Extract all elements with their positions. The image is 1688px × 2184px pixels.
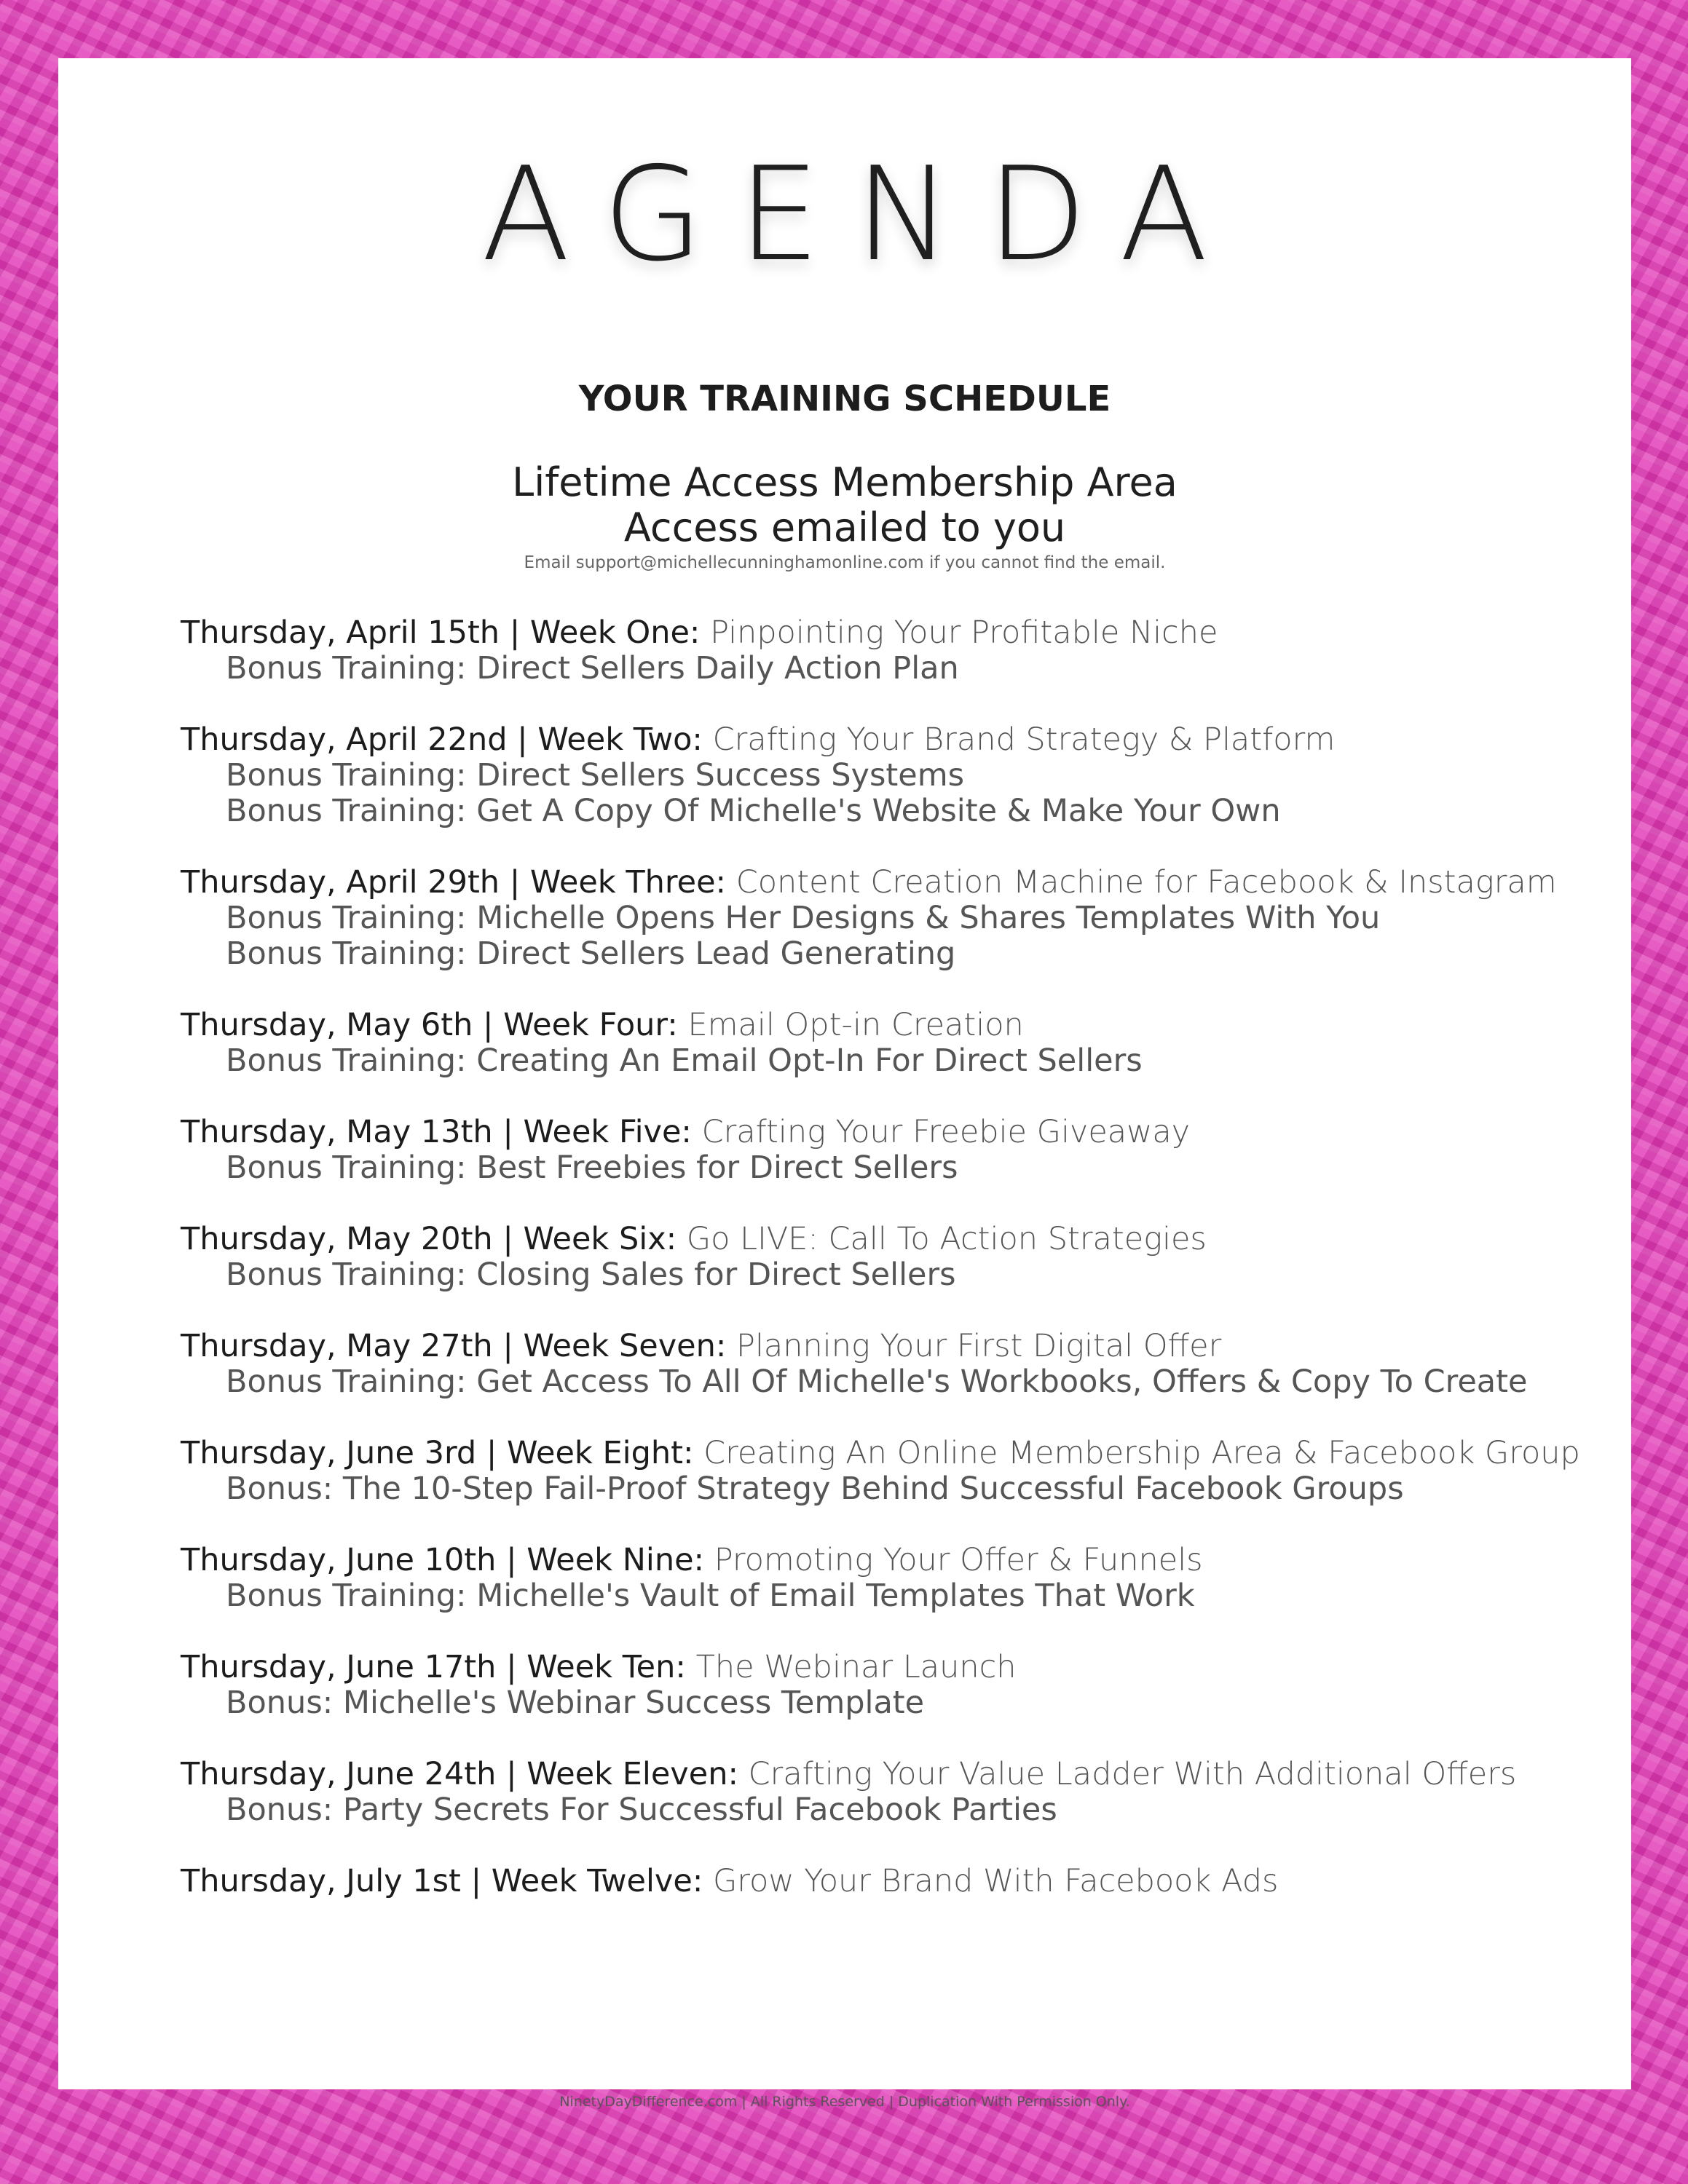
week-date-label: Thursday, May 27th | Week Seven: — [181, 1328, 727, 1364]
support-email-note: Email support@michellecunninghamonline.com if you cannot find the email. — [524, 553, 1166, 572]
week-entry — [181, 1757, 1593, 1828]
week-topic: Planning Your First Digital Offer — [736, 1328, 1222, 1364]
week-date-label: Thursday, April 22nd | Week Two: — [181, 721, 703, 758]
week-entry — [181, 1222, 1593, 1293]
bonus-item: Bonus Training: Direct Sellers Success Systems — [226, 757, 964, 794]
bonus-item: Bonus: Party Secrets For Successful Facebook Parties — [226, 1792, 1057, 1828]
bonus-item: Bonus Training: Direct Sellers Daily Action Plan — [226, 650, 959, 687]
week-topic: Crafting Your Value Ladder With Additional Offers — [748, 1756, 1517, 1792]
week-line — [181, 722, 1593, 758]
week-entry — [181, 1115, 1593, 1186]
week-entry — [181, 1008, 1593, 1079]
week-line — [181, 1436, 1593, 1471]
schedule-subtitle: YOUR TRAINING SCHEDULE — [578, 379, 1111, 419]
week-line — [181, 1543, 1593, 1578]
week-line — [181, 1864, 1593, 1899]
week-date-label: Thursday, July 1st | Week Twelve: — [181, 1863, 703, 1899]
bonus-item: Bonus Training: Direct Sellers Lead Generating — [226, 935, 956, 972]
bonus-item: Bonus Training: Get A Copy Of Michelle's Website & Make Your Own — [226, 793, 1281, 829]
week-line — [181, 1115, 1593, 1150]
weekly-schedule-list — [181, 615, 1593, 1935]
week-date-label: Thursday, June 10th | Week Nine: — [181, 1542, 705, 1578]
week-line — [181, 615, 1593, 651]
membership-access-block — [58, 460, 1631, 550]
week-line — [181, 1757, 1593, 1792]
week-entry — [181, 1436, 1593, 1507]
week-date-label: Thursday, May 6th | Week Four: — [181, 1007, 678, 1043]
week-date-label: Thursday, June 17th | Week Ten: — [181, 1649, 686, 1685]
bonus-item: Bonus Training: Best Freebies for Direct Sellers — [226, 1150, 958, 1186]
week-date-label: Thursday, May 13th | Week Five: — [181, 1114, 692, 1150]
week-line — [181, 865, 1593, 901]
week-topic: Promoting Your Offer & Funnels — [714, 1542, 1203, 1578]
bonus-item: Bonus Training: Michelle Opens Her Designs & Shares Templates With You — [226, 900, 1381, 936]
week-date-label: Thursday, June 24th | Week Eleven: — [181, 1756, 738, 1792]
week-entry — [181, 722, 1593, 829]
week-topic: Content Creation Machine for Facebook & Instagram — [735, 864, 1557, 901]
bonus-item: Bonus Training: Closing Sales for Direct Sellers — [226, 1257, 956, 1293]
week-entry — [181, 865, 1593, 972]
week-entry — [181, 615, 1593, 687]
week-date-label: Thursday, April 29th | Week Three: — [181, 864, 727, 901]
week-topic: The Webinar Launch — [695, 1649, 1017, 1685]
week-topic: Creating An Online Membership Area & Facebook Group — [703, 1435, 1580, 1471]
week-topic: Crafting Your Brand Strategy & Platform — [712, 721, 1336, 758]
bonus-item: Bonus: The 10-Step Fail-Proof Strategy Behind Successful Facebook Groups — [226, 1471, 1404, 1507]
bonus-item: Bonus Training: Get Access To All Of Michelle's Workbooks, Offers & Copy To Create — [226, 1364, 1528, 1400]
bonus-item: Bonus Training: Creating An Email Opt-In For Direct Sellers — [226, 1042, 1143, 1079]
week-entry — [181, 1650, 1593, 1721]
agenda-page — [58, 58, 1631, 2110]
week-date-label: Thursday, May 20th | Week Six: — [181, 1221, 677, 1257]
week-topic: Grow Your Brand With Facebook Ads — [712, 1863, 1279, 1899]
week-line — [181, 1329, 1593, 1364]
week-date-label: Thursday, April 15th | Week One: — [181, 614, 701, 651]
week-topic: Crafting Your Freebie Giveaway — [701, 1114, 1191, 1150]
week-entry — [181, 1864, 1593, 1899]
week-line — [181, 1222, 1593, 1257]
bonus-item: Bonus Training: Michelle's Vault of Email Templates That Work — [226, 1578, 1195, 1614]
week-entry — [181, 1543, 1593, 1614]
access-line-1: Lifetime Access Membership Area — [512, 459, 1178, 505]
page-title: AGENDA — [481, 139, 1243, 290]
week-topic: Email Opt-in Creation — [687, 1007, 1024, 1043]
week-line — [181, 1008, 1593, 1043]
footer-copyright: NinetyDayDifference.com | All Rights Reserved | Duplication With Permission Only. — [559, 2094, 1130, 2110]
week-date-label: Thursday, June 3rd | Week Eight: — [181, 1435, 694, 1471]
week-topic: Go LIVE: Call To Action Strategies — [686, 1221, 1207, 1257]
week-topic: Pinpointing Your Profitable Niche — [710, 614, 1218, 651]
bonus-item: Bonus: Michelle's Webinar Success Template — [226, 1685, 925, 1721]
week-entry — [181, 1329, 1593, 1400]
access-line-2: Access emailed to you — [623, 505, 1066, 550]
week-line — [181, 1650, 1593, 1685]
